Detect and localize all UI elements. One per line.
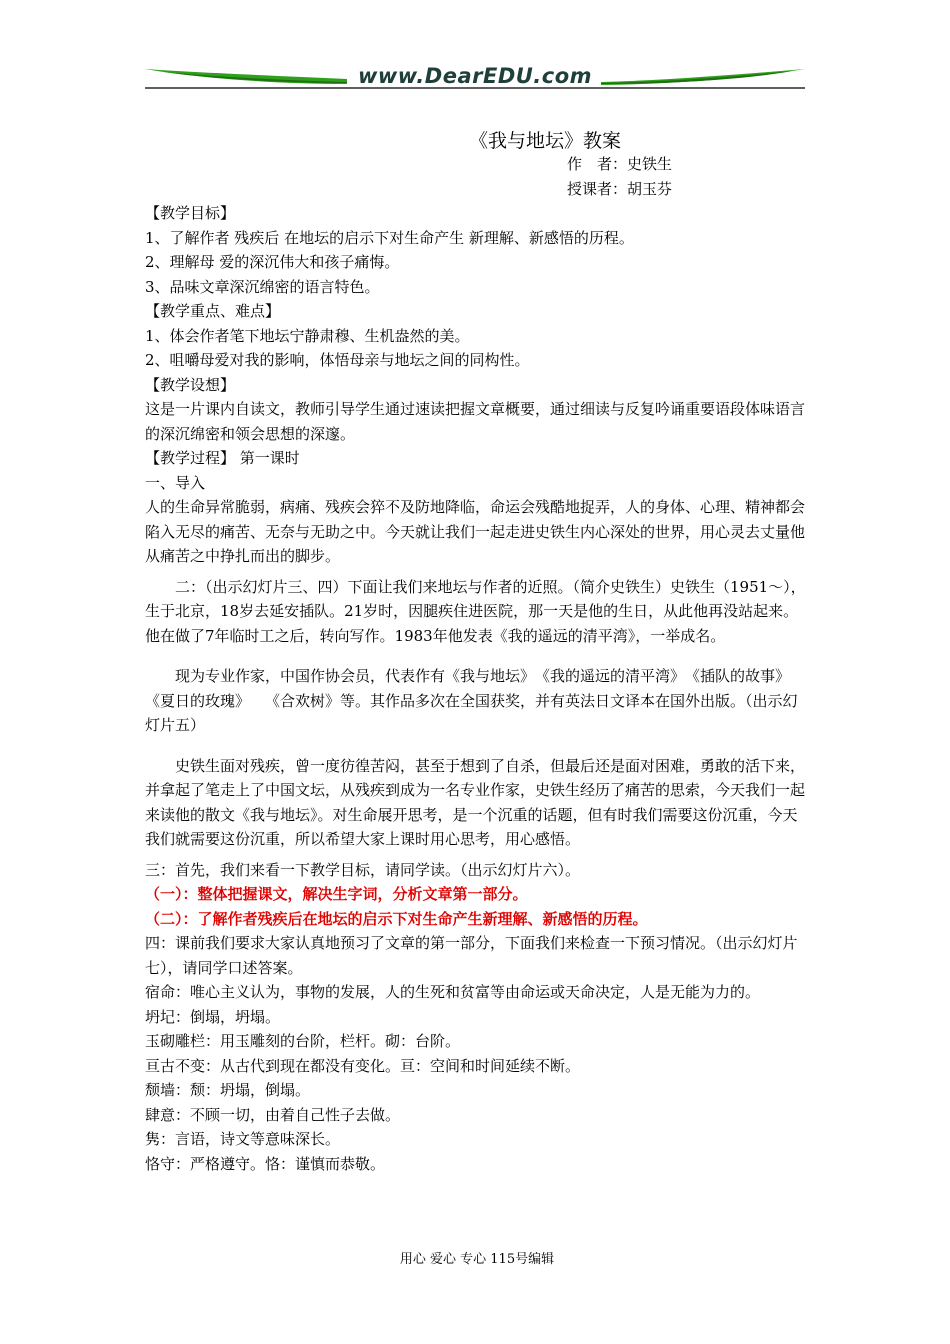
list-item: 3、品味文章深沉绵密的语言特色。: [145, 277, 380, 296]
section-heading: 【教学过程】 第一课时: [145, 449, 300, 467]
list-item: 1、体会作者笔下地坛宁静肃穆、生机盎然的美。: [145, 326, 470, 345]
teacher-line: 授课者：胡玉芬: [567, 180, 673, 198]
section-heading: 【教学重点、难点】: [145, 302, 281, 320]
vocab-item: 肆意：不顾一切，由着自己性子去做。: [145, 1105, 401, 1124]
subsection-heading: 一、导入: [145, 473, 206, 492]
highlight-objective: （一）：整体把握课文，解决生字词，分析文章第一部分。: [145, 885, 528, 903]
vocab-item: 隽：言语，诗文等意味深长。: [145, 1130, 341, 1148]
paragraph: 二：（出示幻灯片三、四）下面让我们来地坛与作者的近照。（简介史铁生）史铁生（1951～），生于北京，18岁去延安插队。21岁时，因腿疾住进医院，那一天是他的生日，从此他再没站起来。 他在做了7年临时工之后，转向写作。1983年他发表《我的遥远的清平湾》，一举成名。: [145, 577, 806, 645]
vocab-item: 坍圮：倒塌，坍塌。: [145, 1007, 281, 1026]
section-heading: 【教学目标】: [145, 204, 236, 222]
author-line: 作 者：史铁生: [567, 155, 673, 173]
page-footer: 用心 爱心 专心 115号编辑: [399, 1252, 555, 1267]
paragraph: 人的生命异常脆弱，病痛、残疾会猝不及防地降临，命运会残酷地捉弄，人的身体、心理、精神都会陷入无尽的痛苦、无奈与无助之中。今天就让我们一起走进史铁生内心深处的世界，用心灵去丈量他从痛苦之中挣扎而出的脚步。: [145, 498, 806, 565]
list-item: 2、理解母 爱的深沉伟大和孩子痛悔。: [145, 253, 400, 271]
paragraph: 四：课前我们要求大家认真地预习了文章的第一部分，下面我们来检查一下预习情况。（出示幻灯片七），请同学口述答案。: [145, 934, 798, 977]
section-heading: 【教学设想】: [145, 375, 236, 394]
vocab-item: 恪守：严格遵守。恪：谨慎而恭敬。: [145, 1154, 386, 1173]
paragraph: 现为专业作家，中国作协会员，代表作有《我与地坛》 《我的遥远的清平湾》 《插队的故事》 《夏日的玫瑰》 《合欢树》等。其作品多次在全国获奖，并有英法日文译本在国外出版。（出示幻灯片五）: [145, 667, 798, 734]
paragraph: 三：首先，我们来看一下教学目标，请同学读。（出示幻灯片六）。: [145, 860, 581, 879]
list-item: 1、了解作者 残疾后 在地坛的启示下对生命产生 新理解、新感悟的历程。: [145, 228, 634, 247]
spacer: [145, 648, 808, 664]
spacer: [145, 738, 808, 754]
list-item: 2、咀嚼母爱对我的影响，体悟母亲与地坛之间的同构性。: [145, 351, 530, 369]
document-title: 《我与地坛》教案: [468, 130, 621, 152]
vocab-item: 宿命：唯心主义认为，事物的发展，人的生死和贫富等由命运或天命决定，人是无能为力的。: [145, 983, 761, 1001]
document-body: [145, 201, 808, 1176]
vocab-item: 亘古不变：从古代到现在都没有变化。亘：空间和时间延续不断。: [145, 1056, 581, 1075]
paragraph: 这是一片课内自读文，教师引导学生通过速读把握文章概要，通过细读与反复吟诵重要语段体味语言的深沉绵密和领会思想的深邃。: [145, 400, 806, 443]
highlight-objective: （二）：了解作者残疾后在地坛的启示下对生命产生新理解、新感悟的历程。: [145, 909, 648, 928]
logo-text[interactable]: www.DearEDU.com: [357, 64, 593, 88]
site-logo-banner: [143, 60, 807, 96]
paragraph: 史铁生面对残疾，曾一度彷徨苦闷，甚至于想到了自杀，但最后还是面对困难，勇敢的活下来，并拿起了笔走上了中国文坛，从残疾到成为一名专业作家，史铁生经历了痛苦的思索，今天我们一起来读他的散文《我与地坛》。对生命展开思考，是一个沉重的话题，但有时我们需要这份沉重，今天我们就需要这份沉重，所以希望大家上课时用心思考，用心感悟。: [145, 756, 806, 848]
vocab-item: 颓墙：颓：坍塌，倒塌。: [145, 1081, 311, 1099]
vocab-item: 玉砌雕栏：用玉雕刻的台阶，栏杆。砌：台阶。: [145, 1032, 461, 1050]
